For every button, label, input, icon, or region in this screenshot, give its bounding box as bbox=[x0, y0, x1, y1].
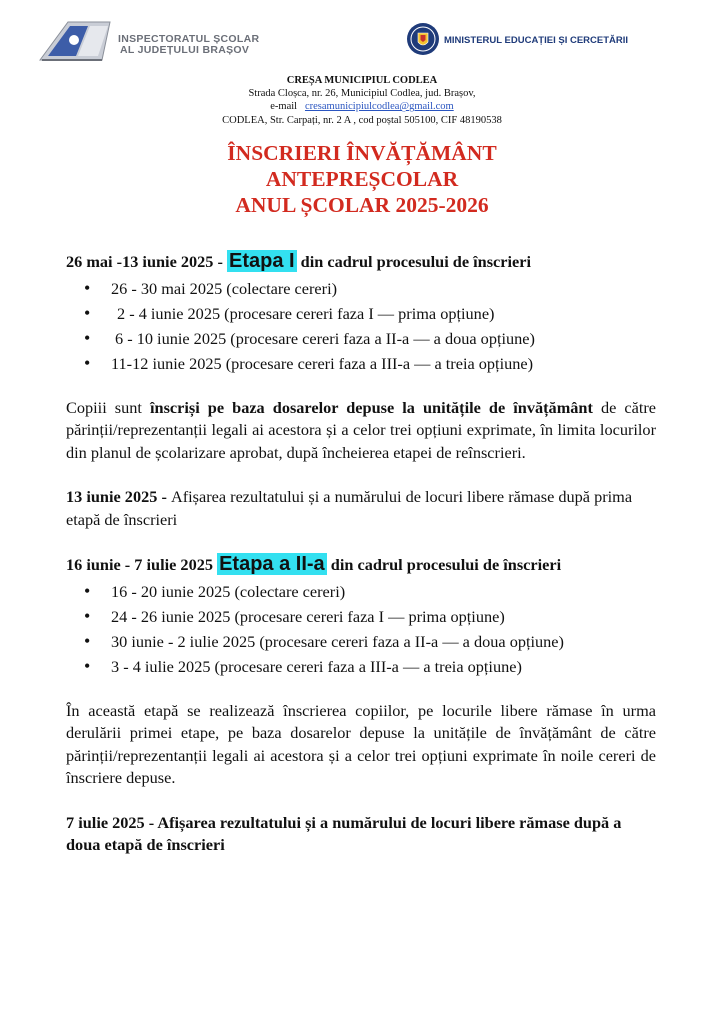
title-line-3: ANUL ȘCOLAR 2025-2026 bbox=[235, 193, 489, 217]
institution-info bbox=[0, 74, 724, 127]
email-label: e-mail bbox=[270, 101, 298, 113]
document-body bbox=[66, 250, 656, 857]
isj-emblem-icon bbox=[38, 18, 118, 64]
ministry-logo bbox=[406, 22, 706, 58]
stage-2-item: • 3 - 4 iulie 2025 (procesare cereri faza a III-a — a treia opțiune) bbox=[111, 654, 656, 679]
stage-1-item: • 11-12 iunie 2025 (procesare cereri faza a III-a — a treia opțiune) bbox=[111, 351, 656, 376]
paragraph-1-start: Copiii sunt bbox=[66, 397, 150, 417]
institution-email-line bbox=[0, 100, 724, 113]
stage-2-dates: 16 iunie - 7 iulie 2025 bbox=[66, 555, 218, 574]
stage-2-list bbox=[66, 579, 656, 679]
results-note-1-text: Afișarea rezultatului și a numărului de locuri libere rămase după prima etapă de înscrieri bbox=[66, 487, 633, 529]
ministry-crest-icon bbox=[406, 22, 440, 56]
stage-1-item: • 6 - 10 iunie 2025 (procesare cereri faza a II-a — a doua opțiune) bbox=[111, 326, 656, 351]
institution-address: Strada Cloșca, nr. 26, Municipiul Codlea, jud. Brașov, bbox=[248, 88, 476, 100]
title-line-2: ANTEPREȘCOLAR bbox=[265, 167, 459, 191]
isj-logo bbox=[38, 18, 288, 64]
email-link[interactable]: cresamunicipiulcodlea@gmail.com bbox=[304, 101, 454, 113]
stage-2-item: • 30 iunie - 2 iulie 2025 (procesare cereri faza a II-a — a doua opțiune) bbox=[111, 629, 656, 654]
stage-1-list bbox=[66, 276, 656, 376]
stage-1-item: • 26 - 30 mai 2025 (colectare cereri) bbox=[111, 276, 656, 301]
document-header bbox=[0, 12, 724, 62]
paragraph-1-rest: de către părinții/reprezentanții legali ai acestora și a celor trei opțiuni exprimate, în limita locurilor din planul de școlarizare aprobat, după încheierea etapei de reînscrieri. bbox=[66, 397, 657, 462]
stage-2-label: Etapa a II-a bbox=[219, 553, 325, 575]
stage-1-heading bbox=[66, 250, 656, 274]
institution-name: CREȘA MUNICIPIUL CODLEA bbox=[286, 75, 438, 86]
results-note-1-date: 13 iunie 2025 - bbox=[66, 487, 171, 506]
paragraph-2: În această etapă se realizează înscrierea copiilor, pe locurile libere rămase în urma derulării primei etape, pe baza dosarelor depuse la unitățile de învățământ de către părinții/reprezentanții legali ai acestora și a celor trei opțiuni exprimate în noile cereri de înscriere depuse. bbox=[66, 700, 656, 787]
stage-2-item: • 16 - 20 iunie 2025 (colectare cereri) bbox=[111, 579, 656, 604]
stage-1-item: • 2 - 4 iunie 2025 (procesare cereri faza I — prima opțiune) bbox=[111, 301, 656, 326]
stage-2-item: • 24 - 26 iunie 2025 (procesare cereri faza I — prima opțiune) bbox=[111, 604, 656, 629]
stage-1-dates: 26 mai -13 iunie 2025 - bbox=[66, 252, 227, 271]
results-note-1 bbox=[66, 486, 656, 531]
stage-1-suffix: din cadrul procesului de înscrieri bbox=[296, 252, 532, 271]
stage-1-label: Etapa I bbox=[229, 250, 295, 272]
ministry-name: MINISTERUL EDUCAȚIEI ȘI CERCETĂRII bbox=[444, 35, 629, 46]
title-line-1: ÎNSCRIERI ÎNVĂȚĂMÂNT bbox=[227, 141, 497, 165]
isj-line2: AL JUDEȚULUI BRAȘOV bbox=[120, 44, 250, 56]
paragraph-1-bold: înscriși pe baza dosarelor depuse la unitățile de învățământ bbox=[149, 397, 593, 417]
results-note-2: 7 iulie 2025 - Afișarea rezultatului și a numărului de locuri libere rămase după a doua etapă de înscrieri bbox=[66, 812, 622, 854]
isj-line1: INSPECTORATUL ȘCOLAR bbox=[118, 33, 260, 45]
stage-2-suffix: din cadrul procesului de înscrieri bbox=[326, 555, 562, 574]
document-title bbox=[0, 140, 724, 218]
stage-2-heading bbox=[66, 553, 656, 577]
paragraph-1 bbox=[66, 397, 656, 465]
institution-address-2: CODLEA, Str. Carpați, nr. 2 A , cod poștal 505100, CIF 48190538 bbox=[222, 114, 502, 126]
